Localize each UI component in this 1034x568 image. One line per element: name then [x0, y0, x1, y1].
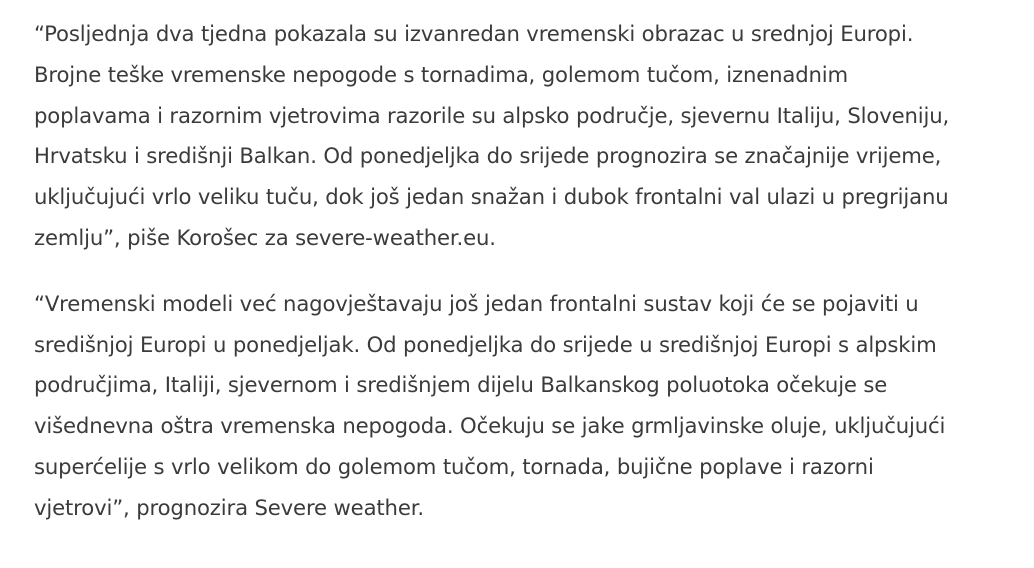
text-line: uključujući vrlo veliku tuču, dok još jedan snažan i dubok frontalni val ulazi u pregrijanu: [34, 184, 949, 210]
text-line: Hrvatsku i središnji Balkan. Od ponedjeljka do srijede prognozira se značajnije vrijeme,: [34, 143, 942, 169]
text-line: poplavama i razornim vjetrovima razorile su alpsko područje, sjevernu Italiju, Sloveniju,: [34, 102, 950, 128]
text-line: zemlju”, piše Korošec za severe-weather.eu.: [34, 224, 496, 250]
text-line: “Posljednja dva tjedna pokazala su izvanredan vremenski obrazac u srednjoj Europi.: [34, 21, 914, 46]
text-line: superćelije s vrlo velikom do golemom tučom, tornada, bujične poplave i razorni: [34, 453, 874, 479]
text-line: Brojne teške vremenske nepogode s tornadima, golemom tučom, iznenadnim: [34, 61, 849, 87]
text-line: višednevna oštra vremenska nepogoda. Očekuju se jake grmljavinske oluje, uključujući: [34, 413, 946, 439]
text-line: vjetrovi”, prognozira Severe weather.: [34, 494, 424, 520]
quote-paragraph-2: [34, 284, 1029, 529]
article-body: [34, 14, 1029, 529]
text-line: “Vremenski modeli već nagovještavaju još jedan frontalni sustav koji će se pojaviti u: [34, 290, 919, 316]
text-line: područjima, Italiji, sjevernom i središnjem dijelu Balkanskog poluotoka očekuje se: [34, 372, 888, 398]
quote-paragraph-1: [34, 14, 1029, 259]
text-line: središnjoj Europi u ponedjeljak. Od ponedjeljka do srijede u središnjoj Europi s alpskim: [34, 331, 937, 357]
